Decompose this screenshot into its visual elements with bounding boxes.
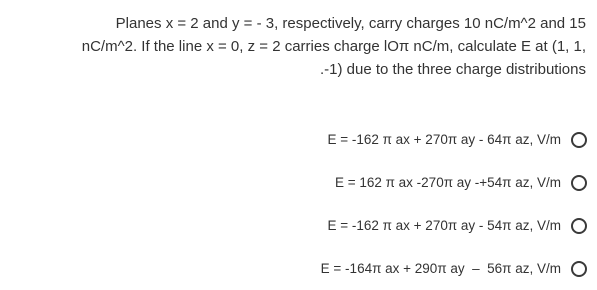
answer-option-label: E = -162 π ax + 270π ay - 54π az, V/m — [327, 218, 561, 233]
answer-option-label: E = -162 π ax + 270π ay - 64π az, V/m — [327, 132, 561, 147]
answer-option-label: E = -164π ax + 290π ay – 56π az, V/m — [320, 261, 561, 276]
question-line-2: nC/m^2. If the line x = 0, z = 2 carries charge lOπ nC/m, calculate E at (1, 1, — [81, 38, 586, 55]
radio-unchecked-icon[interactable] — [571, 175, 587, 191]
answer-option-label: E = 162 π ax -270π ay -+54π az, V/m — [334, 175, 561, 190]
radio-unchecked-icon[interactable] — [571, 132, 587, 148]
answer-option-4[interactable] — [167, 247, 587, 290]
radio-unchecked-icon[interactable] — [571, 261, 587, 277]
question-line-3: .-1) due to the three charge distributions — [320, 61, 586, 78]
answer-option-1[interactable] — [167, 118, 587, 161]
question-line-1: Planes x = 2 and y = - 3, respectively, carry charges 10 nC/m^2 and 15 — [115, 15, 586, 32]
radio-unchecked-icon[interactable] — [571, 218, 587, 234]
question-text — [0, 0, 586, 81]
answer-option-3[interactable] — [167, 204, 587, 247]
answer-options — [167, 118, 587, 290]
answer-option-2[interactable] — [167, 161, 587, 204]
